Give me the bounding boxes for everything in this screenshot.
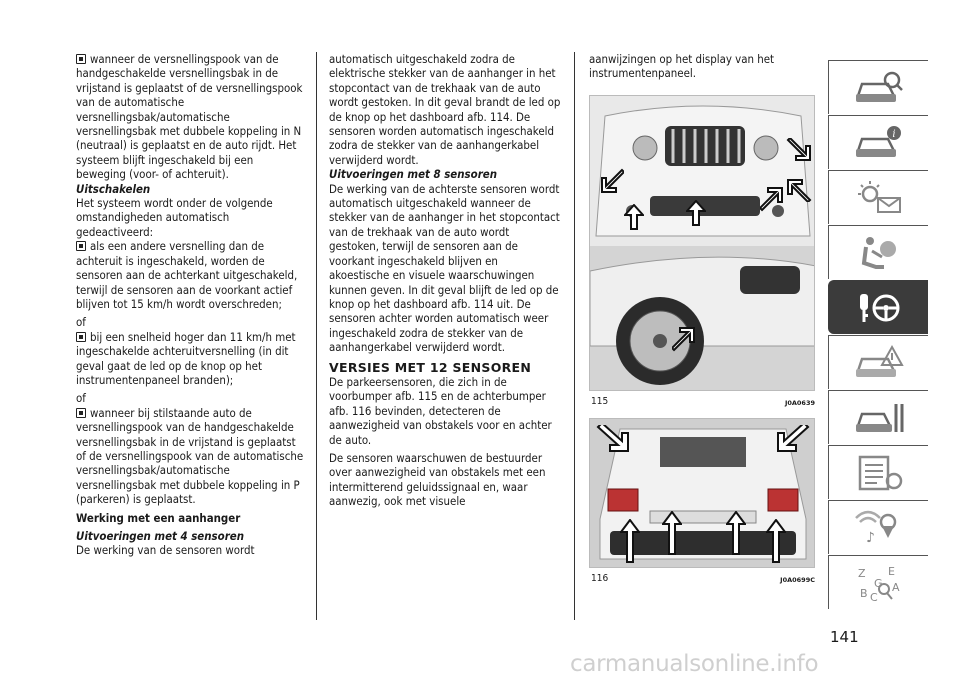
- svg-text:C: C: [869, 590, 878, 603]
- column-3: [589, 52, 817, 81]
- paragraph: De werking van de achterste sensoren wordt automatisch uitgeschakeld wanneer de stekker van de aanhanger in het stopcontact van de trekhaak van de auto wordt gestoken, terwijl de sensoren aan de voorkant ingeschakeld blijven en akoestische en visuele waarschuwingen kunnen geven. In dit geval blijft de led op de knop op het dashboard afb. 114 uit. De sensoren achter worden automatisch weer ingeschakeld zodra de stekker van de aanhangerkabel verwijderd wordt.: [329, 181, 560, 355]
- tab-media-navigation[interactable]: [828, 500, 928, 554]
- bullet-paragraph: [76, 52, 304, 182]
- column-1: [76, 52, 304, 558]
- bullet-paragraph: [76, 239, 304, 311]
- sensor-arrow-icon: [786, 138, 812, 164]
- sensor-arrow-icon: [672, 326, 698, 352]
- svg-text:E: E: [887, 564, 895, 578]
- car-tools-icon: [852, 398, 906, 438]
- column-divider: [574, 52, 575, 620]
- sensor-arrow-icon: [624, 204, 644, 230]
- tab-car-tools[interactable]: [828, 390, 928, 444]
- bullet-text: wanneer de versnellingspook van de handgeschakelde versnellingsbak in de vrijstand is geplaatst of de versnellingspook van de automatische versnellingsbak/automatische versnellingsbak met dubbele koppeling in N (neutraal) is geplaatst en de auto rijdt. Het systeem blijft ingeschakeld bij een beweging (voor- of achteruit).: [76, 52, 303, 182]
- sensor-arrow-icon: [686, 200, 706, 226]
- sensor-arrow-icon: [596, 425, 630, 453]
- watermark-text: carmanualsonline.info: [570, 651, 819, 677]
- subheading-uitschakelen: Uitschakelen: [76, 181, 151, 196]
- paragraph: automatisch uitgeschakeld zodra de elektrische stekker van de aanhanger in het stopcontact van de trekhaak van de auto wordt gestoken. In dit geval brandt de led op de knop op het dashboard afb. 114. De sensoren worden automatisch ingeschakeld zodra de stekker van de aanhangerkabel verwijderd wordt.: [329, 52, 561, 167]
- sensor-arrow-icon: [766, 519, 786, 563]
- tab-car-info[interactable]: [828, 115, 928, 169]
- bullet-icon: [76, 408, 86, 418]
- column-divider: [316, 52, 317, 620]
- paragraph: Het systeem wordt onder de volgende omstandigheden automatisch gedeactiveerd:: [76, 196, 273, 239]
- alphabetical-index-icon: [852, 563, 906, 603]
- tab-car-info-search[interactable]: [828, 60, 928, 114]
- svg-text:G: G: [873, 576, 883, 590]
- figure-number: 116: [591, 573, 609, 584]
- lights-message-icon: [852, 178, 906, 218]
- paragraph: aanwijzingen op het display van het instrumentenpaneel.: [589, 52, 775, 81]
- key-steering-wheel-icon: [852, 288, 906, 328]
- or-text: of: [76, 391, 86, 406]
- figure-number: 115: [591, 396, 609, 407]
- paragraph: De werking van de sensoren wordt: [76, 543, 255, 558]
- bullet-icon: [76, 332, 86, 342]
- media-navigation-icon: [852, 508, 906, 548]
- tab-service-checklist[interactable]: [828, 445, 928, 499]
- sensor-arrow-icon: [786, 176, 812, 202]
- tab-lights-message[interactable]: [828, 170, 928, 224]
- sensor-arrow-icon: [760, 186, 786, 212]
- tab-airbag-seat[interactable]: [828, 225, 928, 279]
- bullet-icon: [76, 54, 86, 64]
- car-info-search-icon: [852, 68, 906, 108]
- bullet-paragraph: [76, 330, 304, 388]
- car-info-icon: [852, 123, 906, 163]
- front-car-illustration: [590, 96, 815, 391]
- bullet-icon: [76, 241, 86, 251]
- section-heading: VERSIES MET 12 SENSOREN: [329, 359, 532, 375]
- sensor-arrow-icon: [598, 168, 624, 194]
- tab-alphabetical-index[interactable]: [828, 555, 928, 609]
- tab-car-warning[interactable]: [828, 335, 928, 389]
- service-checklist-icon: [852, 453, 906, 493]
- sensor-arrow-icon: [620, 519, 640, 563]
- sensor-arrow-icon: [776, 425, 810, 453]
- svg-text:i: i: [891, 128, 896, 140]
- paragraph: De parkeersensoren, die zich in de voorbumper afb. 115 en de achterbumper afb. 116 bevinden, detecteren de aanwezigheid van obstakels voor en achter de auto.: [329, 374, 552, 447]
- subheading-8-sensoren: Uitvoeringen met 8 sensoren: [329, 167, 498, 182]
- svg-text:Z: Z: [857, 566, 866, 580]
- svg-text:♪: ♪: [865, 529, 875, 546]
- figure-code: J0A0639: [784, 399, 815, 407]
- tab-starting-driving[interactable]: [828, 280, 928, 334]
- figure-116-rear-bumper-sensors: [589, 418, 815, 568]
- bullet-text: wanneer bij stilstaande auto de versnellingspook van de handgeschakelde versnellingsbak in de vrijstand is geplaatst of de versnellingspook van de automatische versnellingsbak/automatische versnellingsbak met dubbele koppeling in P (parkeren) is geplaatst.: [76, 405, 304, 507]
- subheading-4-sensoren: Uitvoeringen met 4 sensoren: [76, 529, 245, 543]
- or-text: of: [76, 315, 86, 330]
- sensor-arrow-icon: [662, 511, 682, 555]
- paragraph: De sensoren waarschuwen de bestuurder over aanwezigheid van obstakels met een intermitterend geluidssignaal en, waar aanwezig, ook met visuele: [329, 450, 546, 509]
- column-2: [329, 52, 561, 509]
- figure-115-front-bumper-sensors: [589, 95, 815, 391]
- figure-code: J0A0699C: [780, 576, 815, 584]
- airbag-seat-icon: [852, 233, 906, 273]
- bullet-text: bij een snelheid hoger dan 11 km/h met ingeschakelde achteruitversnelling (in dit geval gaat de led op de knop op het instrumentenpaneel branden);: [76, 329, 296, 387]
- svg-text:A: A: [891, 580, 900, 594]
- chapter-tabs: [828, 60, 928, 610]
- bullet-paragraph: [76, 406, 304, 507]
- subheading-werking-aanhanger: Werking met een aanhanger: [76, 510, 241, 525]
- car-warning-icon: [852, 343, 906, 383]
- sensor-arrow-icon: [726, 511, 746, 555]
- bullet-text: als een andere versnelling dan de achteruit is ingeschakeld, worden de sensoren aan de achterkant uitgeschakeld, terwijl de sensoren aan de voorkant actief blijven tot 15 km/h wordt overschreden;: [76, 239, 298, 311]
- page-number: 141: [830, 628, 859, 646]
- svg-text:B: B: [859, 586, 868, 600]
